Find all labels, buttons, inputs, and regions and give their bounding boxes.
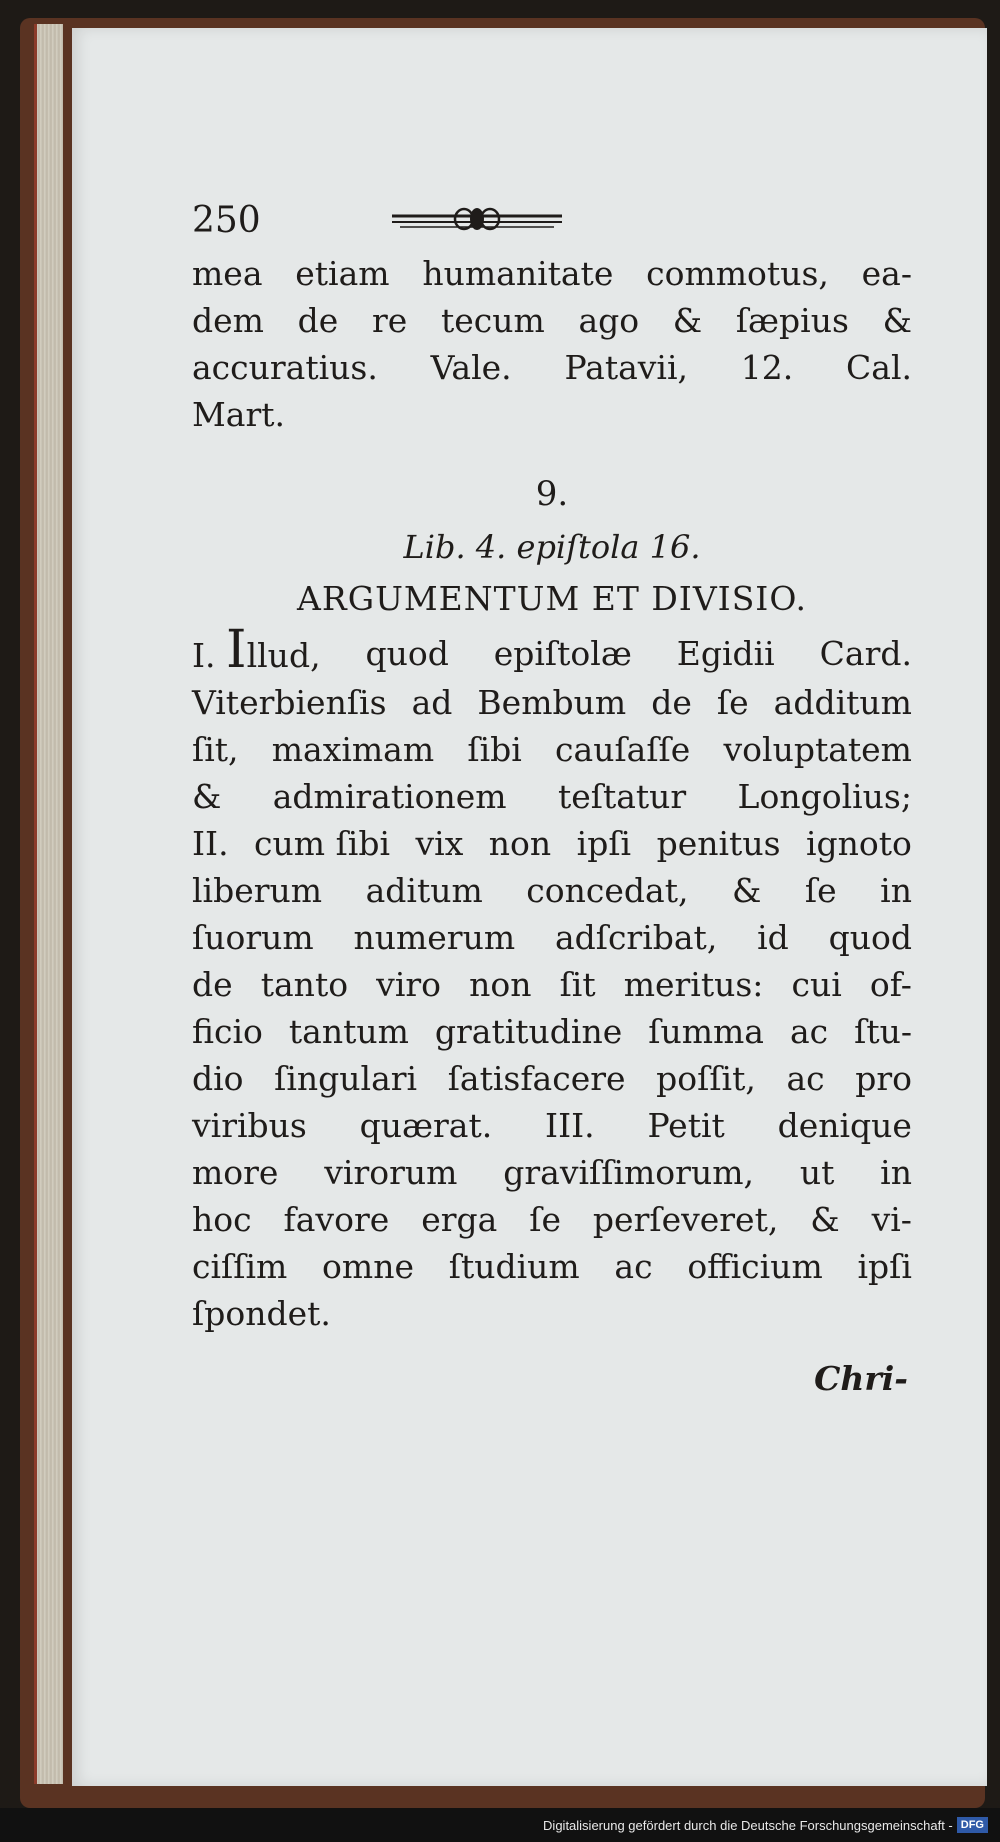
- text-line: [192, 344, 912, 391]
- word: officium: [687, 1247, 823, 1286]
- word: pro: [855, 1059, 912, 1098]
- section-number: 9.: [535, 474, 569, 514]
- word: penitus: [656, 824, 781, 863]
- word: epiſtolæ: [493, 634, 632, 673]
- word: ſatisfacere: [447, 1059, 626, 1098]
- word: admirationem: [272, 777, 507, 816]
- word: Patavii,: [564, 348, 689, 387]
- text-line: [192, 820, 912, 867]
- text-line: [192, 914, 912, 961]
- word: hoc: [192, 1200, 252, 1239]
- page-header: [192, 190, 912, 250]
- catchword: Chri-: [814, 1359, 908, 1398]
- word: ac: [614, 1247, 653, 1286]
- word: aditum: [365, 871, 483, 910]
- argument-paragraph: [192, 679, 912, 1290]
- word: tanto: [260, 965, 349, 1004]
- section-reference: Lib. 4. epiſtola 16.: [403, 528, 701, 566]
- text-line: [192, 1149, 912, 1196]
- word: ſuorum: [192, 918, 314, 957]
- page-text-block: [192, 190, 912, 1398]
- word: II.: [192, 824, 229, 863]
- word: tantum: [288, 1012, 409, 1051]
- word: ignoto: [806, 824, 912, 863]
- text-line: [192, 679, 912, 726]
- word: Petit: [647, 1106, 725, 1145]
- word: poſſit,: [656, 1059, 756, 1098]
- word: Mart.: [192, 395, 285, 434]
- word: id: [757, 918, 789, 957]
- word: ſumma: [648, 1012, 764, 1051]
- text-line: [192, 1102, 912, 1149]
- text-line: [192, 1290, 912, 1337]
- roman-numeral: I.: [192, 636, 216, 675]
- word: virorum: [324, 1153, 458, 1192]
- word: ea-: [861, 254, 912, 293]
- word: adſcribat,: [554, 918, 718, 957]
- text-line: [192, 297, 912, 344]
- word: favore: [283, 1200, 390, 1239]
- word: quærat.: [359, 1106, 493, 1145]
- word: ciſſim: [192, 1247, 288, 1286]
- word: more: [192, 1153, 279, 1192]
- ornament-divider-icon: [392, 205, 562, 235]
- word: gratitudine: [434, 1012, 623, 1051]
- word: numerum: [353, 918, 516, 957]
- word: ſæpius: [735, 301, 849, 340]
- word: llud,: [246, 636, 321, 675]
- word: ac: [786, 1059, 825, 1098]
- word: ſe: [716, 683, 749, 722]
- footer-credit-bar: [0, 1808, 1000, 1842]
- word: Egidii: [676, 634, 775, 673]
- word: ut: [799, 1153, 835, 1192]
- word: cauſaſſe: [555, 730, 691, 769]
- word: cui: [791, 965, 842, 1004]
- footer-credit-text: Digitalisierung gefördert durch die Deutsche Forschungsgemeinschaft -: [543, 1817, 953, 1833]
- word: &: [810, 1200, 840, 1239]
- word: ſingulari: [274, 1059, 418, 1098]
- text-line: [192, 1196, 912, 1243]
- word: voluptatem: [723, 730, 912, 769]
- word: dem: [192, 301, 264, 340]
- word: commotus,: [646, 254, 829, 293]
- word: &: [192, 777, 222, 816]
- word: additum: [773, 683, 912, 722]
- paragraph-continuation: [192, 250, 912, 391]
- word: perſeveret,: [592, 1200, 779, 1239]
- text-line: [192, 867, 912, 914]
- text-line: [192, 773, 912, 820]
- word: ficio: [192, 1012, 263, 1051]
- word: ſe: [804, 871, 837, 910]
- word: Longolius;: [737, 777, 912, 816]
- word: Bembum: [477, 683, 627, 722]
- text-line: [192, 1243, 912, 1290]
- word: ſtu-: [854, 1012, 912, 1051]
- word: ſtudium: [448, 1247, 580, 1286]
- word: tecum: [440, 301, 545, 340]
- word: liberum: [192, 871, 323, 910]
- word: ago: [578, 301, 640, 340]
- word: vi-: [871, 1200, 912, 1239]
- word: ſibi: [467, 730, 522, 769]
- word: non: [488, 824, 552, 863]
- dfg-logo-badge: DFG: [957, 1817, 988, 1833]
- word: in: [880, 871, 912, 910]
- word: erga: [421, 1200, 498, 1239]
- word: ad: [411, 683, 453, 722]
- word: mea: [192, 254, 263, 293]
- word: etiam: [295, 254, 390, 293]
- word: ac: [789, 1012, 829, 1051]
- word: de: [651, 683, 692, 722]
- word: maximam: [271, 730, 435, 769]
- text-line: [192, 391, 912, 438]
- word: concedat,: [526, 871, 689, 910]
- word: viro: [376, 965, 442, 1004]
- text-line: [192, 1008, 912, 1055]
- text-line: [192, 250, 912, 297]
- text-line: [192, 726, 912, 773]
- text-line: [192, 1055, 912, 1102]
- word: III.: [545, 1106, 595, 1145]
- word: graviſſimorum,: [503, 1153, 754, 1192]
- word: ſpondet.: [192, 1294, 331, 1333]
- text-line-first: [192, 620, 912, 680]
- drop-cap: I: [226, 620, 247, 680]
- word: ipſi: [576, 824, 632, 863]
- word: humanitate: [422, 254, 614, 293]
- word: teſtatur: [557, 777, 687, 816]
- word: quod: [828, 918, 912, 957]
- word: of-: [869, 965, 912, 1004]
- word: 12.: [740, 348, 794, 387]
- first-line-lead: [192, 620, 321, 680]
- word: non: [469, 965, 532, 1004]
- word: quod: [365, 634, 449, 673]
- word: dio: [192, 1059, 244, 1098]
- word: Viterbienſis: [192, 683, 387, 722]
- section-heading: ARGUMENTUM ET DIVISIO.: [297, 579, 807, 618]
- word: ipſi: [857, 1247, 912, 1286]
- word: ſe: [529, 1200, 561, 1239]
- word: Cal.: [846, 348, 912, 387]
- word: accuratius.: [192, 348, 378, 387]
- word: viribus: [192, 1106, 307, 1145]
- text-line: [192, 961, 912, 1008]
- word: &: [731, 871, 762, 910]
- word: Vale.: [430, 348, 512, 387]
- word: de: [297, 301, 339, 340]
- word: cum ſibi: [254, 824, 391, 863]
- word: vix: [415, 824, 464, 863]
- word: in: [880, 1153, 912, 1192]
- word: re: [371, 301, 408, 340]
- word: Card.: [819, 634, 912, 673]
- page-number: 250: [192, 199, 261, 241]
- word: &: [672, 301, 703, 340]
- word: &: [882, 301, 912, 340]
- word: meritus:: [623, 965, 764, 1004]
- word: ſit,: [192, 730, 239, 769]
- word: ſit: [559, 965, 596, 1004]
- word: omne: [322, 1247, 414, 1286]
- page-stack-edge: [34, 24, 63, 1784]
- word: de: [192, 965, 233, 1004]
- word: denique: [777, 1106, 912, 1145]
